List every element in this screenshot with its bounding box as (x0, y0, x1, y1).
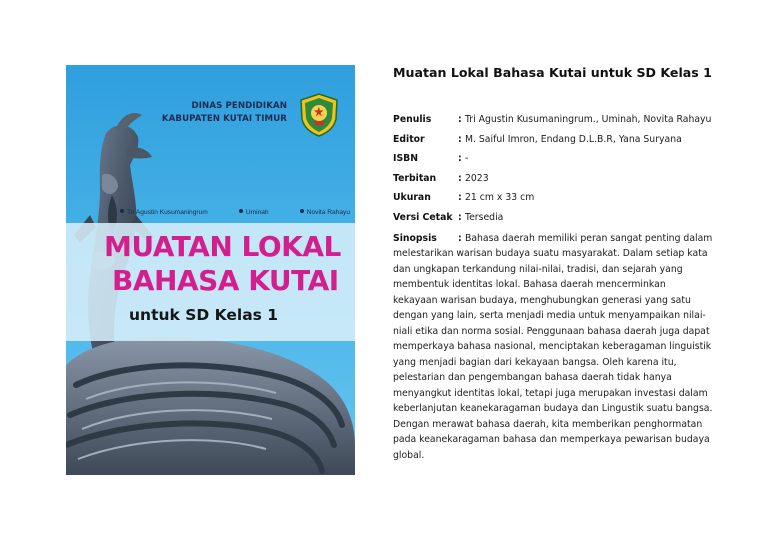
meta-row-ukuran (393, 191, 713, 204)
meta-row-terbitan (393, 172, 713, 185)
meta-label: Editor (393, 133, 425, 145)
kutai-timur-emblem-icon (299, 93, 339, 137)
cover-author: Uminah (239, 209, 269, 216)
meta-label: Penulis (393, 114, 432, 125)
meta-row-editor (393, 133, 713, 146)
meta-value: : M. Saiful Imron, Endang D.L.B.R, Yana Suryana (458, 133, 682, 146)
meta-row-penulis (393, 113, 713, 126)
book-details (393, 64, 713, 463)
meta-value: : - (458, 152, 468, 165)
meta-label: Terbitan (393, 172, 437, 184)
cover-subtitle: untuk SD Kelas 1 (129, 306, 279, 324)
book-title: Muatan Lokal Bahasa Kutai untuk SD Kelas 1 (393, 65, 712, 80)
synopsis-label: Sinopsis (393, 232, 437, 244)
meta-label: Versi Cetak (393, 211, 453, 223)
cover-author: Novita Rahayu (300, 209, 350, 216)
cover-publisher-line1: DINAS PENDIDIKAN (191, 101, 287, 111)
meta-value: : 2023 (458, 172, 489, 185)
synopsis-text: : Bahasa daerah memiliki peran sangat penting dalam melestarikan warisan budaya suatu masyarakat. Dalam setiap kata dan ungkapan terkandung nilai-nilai, tradisi, dan sejarah yang membentuk identitas lokal. Bahasa daerah mencerminkan kekayaan warisan budaya, menghubungkan generasi yang satu dengan yang lain, serta menjadi media untuk menyampaikan nilai-niali etika dan norma sosial. Penggunaan bahasa daerah juga dapat memperkaya bahasa nasional, menciptakan keberagaman linguistik yang menjadi bagian dari kekayaan bangsa. Oleh karena itu, pelestarian dan pengembangan bahasa daerah tidak hanya menyangkut identitas lokal, tetapi juga merupakan investasi dalam keberlanjutan keanekaragaman budaya dan Lingustik suatu bangsa. Dengan merawat bahasa daerah, kita memberikan penghormatan pada keanekaragaman bahasa dan memperkaya pewarisan budaya global. (393, 233, 712, 461)
meta-value: : Tersedia (458, 211, 503, 224)
meta-label: ISBN (393, 153, 419, 165)
cover-publisher (162, 100, 287, 126)
cover-author: Tri Agustin Kusumaningrum (120, 209, 208, 216)
meta-value: : Tri Agustin Kusumaningrum., Uminah, Novita Rahayu (458, 113, 711, 126)
stone-coil-illustration (66, 337, 355, 475)
meta-label: Ukuran (393, 192, 431, 204)
cover-title-line1: MUATAN LOKAL (104, 230, 341, 263)
synopsis (393, 231, 713, 464)
cover-publisher-line2: KABUPATEN KUTAI TIMUR (161, 114, 287, 124)
meta-value: : 21 cm x 33 cm (458, 191, 534, 204)
meta-row-versi-cetak (393, 211, 713, 224)
meta-row-isbn (393, 152, 713, 165)
book-cover (66, 65, 355, 475)
cover-authors (120, 209, 350, 216)
cover-title-line2: BAHASA KUTAI (112, 264, 339, 297)
